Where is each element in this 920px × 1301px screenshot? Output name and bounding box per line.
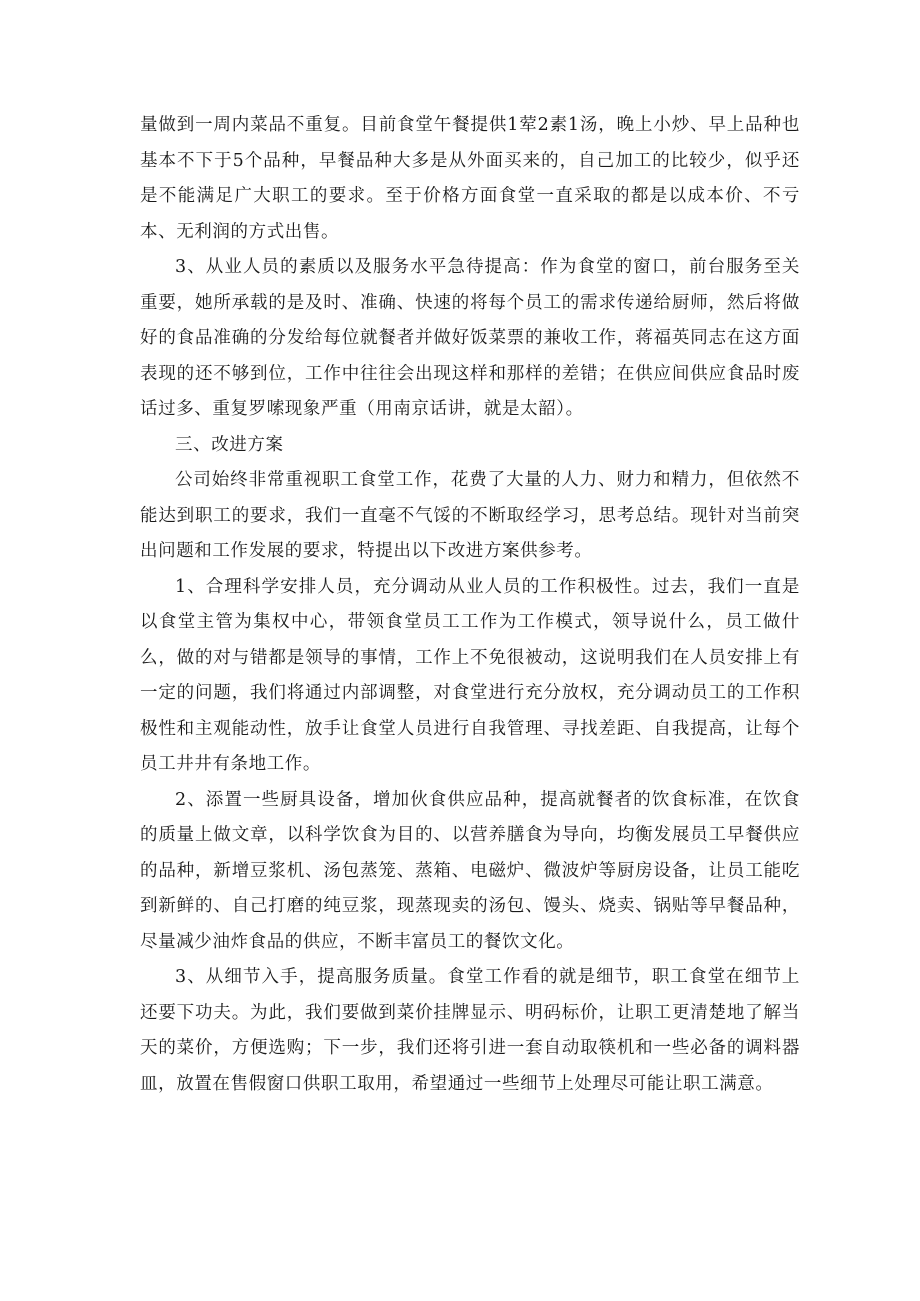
section-heading-improvement-plan: 三、改进方案 bbox=[175, 434, 284, 455]
paragraph-plan-item-1: 1、合理科学安排人员，充分调动从业人员的工作积极性。过去，我们一直是以食堂主管为集权中心，带领食堂员工工作为工作模式，领导说什么，员工做什么，做的对与错都是领导的事情，工作上不免很被动，这说明我们在人员安排上有一定的问题，我们将通过内部调整，对食堂进行充分放权，充分调动员工的工作积极性和主观能动性，放手让食堂人员进行自我管理、寻找差距、自我提高，让每个员工井井有条地工作。 bbox=[140, 576, 800, 774]
paragraph-plan-item-3: 3、从细节入手，提高服务质量。食堂工作看的就是细节，职工食堂在细节上还要下功夫。为此，我们要做到菜价挂牌显示、明码标价，让职工更清楚地了解当天的菜价，方便选购；下一步，我们还将引进一套自动取筷机和一些必备的调料器皿，放置在售假窗口供职工取用，希望通过一些细节上处理尽可能让职工满意。 bbox=[140, 967, 800, 1094]
paragraph-plan-item-2: 2、添置一些厨具设备，增加伙食供应品种，提高就餐者的饮食标准，在饮食的质量上做文章，以科学饮食为目的、以营养膳食为导向，均衡发展员工早餐供应的品种，新增豆浆机、汤包蒸笼、蒸箱、电磁炉、微波炉等厨房设备，让员工能吃到新鲜的、自己打磨的纯豆浆，现蒸现卖的汤包、馒头、烧卖、锅贴等早餐品种，尽量减少油炸食品的供应，不断丰富员工的餐饮文化。 bbox=[140, 789, 800, 952]
paragraph-plan-intro: 公司始终非常重视职工食堂工作，花费了大量的人力、财力和精力，但依然不能达到职工的要求，我们一直毫不气馁的不断取经学习，思考总结。现针对当前突出问题和工作发展的要求，特提出以下改进方案供参考。 bbox=[140, 470, 800, 561]
document-body bbox=[140, 108, 800, 1102]
paragraph-continued: 量做到一周内菜品不重复。目前食堂午餐提供1荤2素1汤，晚上小炒、早上品种也基本不下于5个品种，早餐品种大多是从外面买来的，自己加工的比较少，似乎还是不能满足广大职工的要求。至于价格方面食堂一直采取的都是以成本价、不亏本、无利润的方式出售。 bbox=[140, 115, 800, 242]
paragraph-staff-quality: 3、从业人员的素质以及服务水平急待提高：作为食堂的窗口，前台服务至关重要，她所承载的是及时、准确、快速的将每个员工的需求传递给厨师，然后将做好的食品准确的分发给每位就餐者并做好饭菜票的兼收工作，蒋福英同志在这方面表现的还不够到位，工作中往往会出现这样和那样的差错；在供应间供应食品时废话过多、重复罗嗦现象严重（用南京话讲，就是太韶）。 bbox=[140, 257, 800, 419]
